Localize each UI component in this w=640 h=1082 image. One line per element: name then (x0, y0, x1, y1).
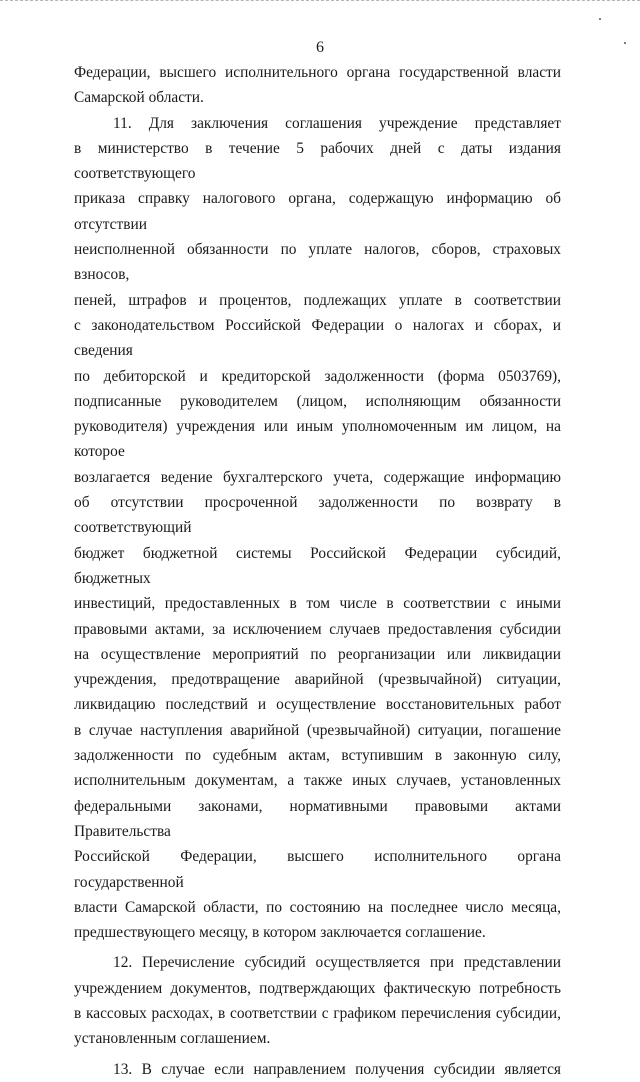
text-line: на осуществление мероприятий по реорганизации или ликвидации (74, 645, 561, 663)
text-line: приказа справку налогового органа, содержащую информацию об отсутствии (74, 190, 561, 233)
text-line: по дебиторской и кредиторской задолженности (форма 0503769), (74, 367, 561, 385)
text-line: неисполненной обязанности по уплате налогов, сборов, страховых взносов, (74, 241, 561, 284)
text-line: учреждения, предотвращение аварийной (чрезвычайной) ситуации, (74, 671, 561, 689)
text-line: Самарской области. (74, 89, 204, 107)
text-line: Российской Федерации, высшего исполнительного органа государственной (74, 848, 561, 891)
text-line: инвестиций, предоставленных в том числе в соответствии с иными (74, 595, 561, 613)
text-line: об отсутствии просроченной задолженности по возврату в соответствующий (74, 494, 561, 537)
text-line: пеней, штрафов и процентов, подлежащих уплате в соответствии (74, 291, 561, 309)
text-line: федеральными законами, нормативными правовыми актами Правительства (74, 797, 561, 840)
text-line: возлагается ведение бухгалтерского учета, содержащие информацию (74, 468, 561, 486)
text-line: руководителя) учреждения или иным уполномоченным им лицом, на которое (74, 418, 561, 461)
text-line: установленным соглашением. (74, 1030, 271, 1048)
text-line: Федерации, высшего исполнительного органа государственной власти (74, 64, 561, 81)
text-line: с законодательством Российской Федерации о налогах и сборах, и сведения (74, 316, 561, 360)
paragraph-13 (74, 1057, 561, 1082)
text-line: подписанные руководителем (лицом, исполняющим обязанности (74, 392, 561, 410)
scan-speck (599, 18, 601, 20)
text-line: исполнительным документам, а также иных случаев, установленных (74, 772, 561, 790)
text-line: ликвидацию последствий и осуществление восстановительных работ (74, 696, 561, 714)
text-line: 13. В случае если направлением получения субсидии является (113, 1060, 561, 1078)
paragraph-continuation (74, 60, 561, 111)
text-line: в министерство в течение 5 рабочих дней с даты издания соответствующего (74, 139, 561, 183)
text-line: задолженности по судебным актам, вступившим в законную силу, (74, 747, 561, 765)
text-line: в случае наступления аварийной (чрезвычайной) ситуации, погашение (74, 721, 561, 739)
text-line: предшествующего месяцу, в котором заключается соглашение. (74, 924, 486, 942)
page-number: 6 (316, 39, 324, 56)
text-line: учреждением документов, подтверждающих фактическую потребность (74, 979, 561, 997)
paragraph-12 (74, 950, 561, 1051)
text-line: власти Самарской области, по состоянию на последнее число месяца, (74, 898, 561, 916)
text-line: в кассовых расходах, в соответствии с графиком перечисления субсидии, (74, 1004, 561, 1022)
document-body (74, 60, 561, 1082)
text-line: 11. Для заключения соглашения учреждение представляет (113, 114, 561, 132)
paragraph-11 (74, 111, 561, 946)
scan-top-edge (0, 0, 640, 1)
text-line: бюджет бюджетной системы Российской Федерации субсидий, бюджетных (74, 544, 561, 587)
text-line: правовыми актами, за исключением случаев предоставления субсидии (74, 620, 561, 638)
text-line: 12. Перечисление субсидий осуществляется при представлении (113, 954, 561, 972)
